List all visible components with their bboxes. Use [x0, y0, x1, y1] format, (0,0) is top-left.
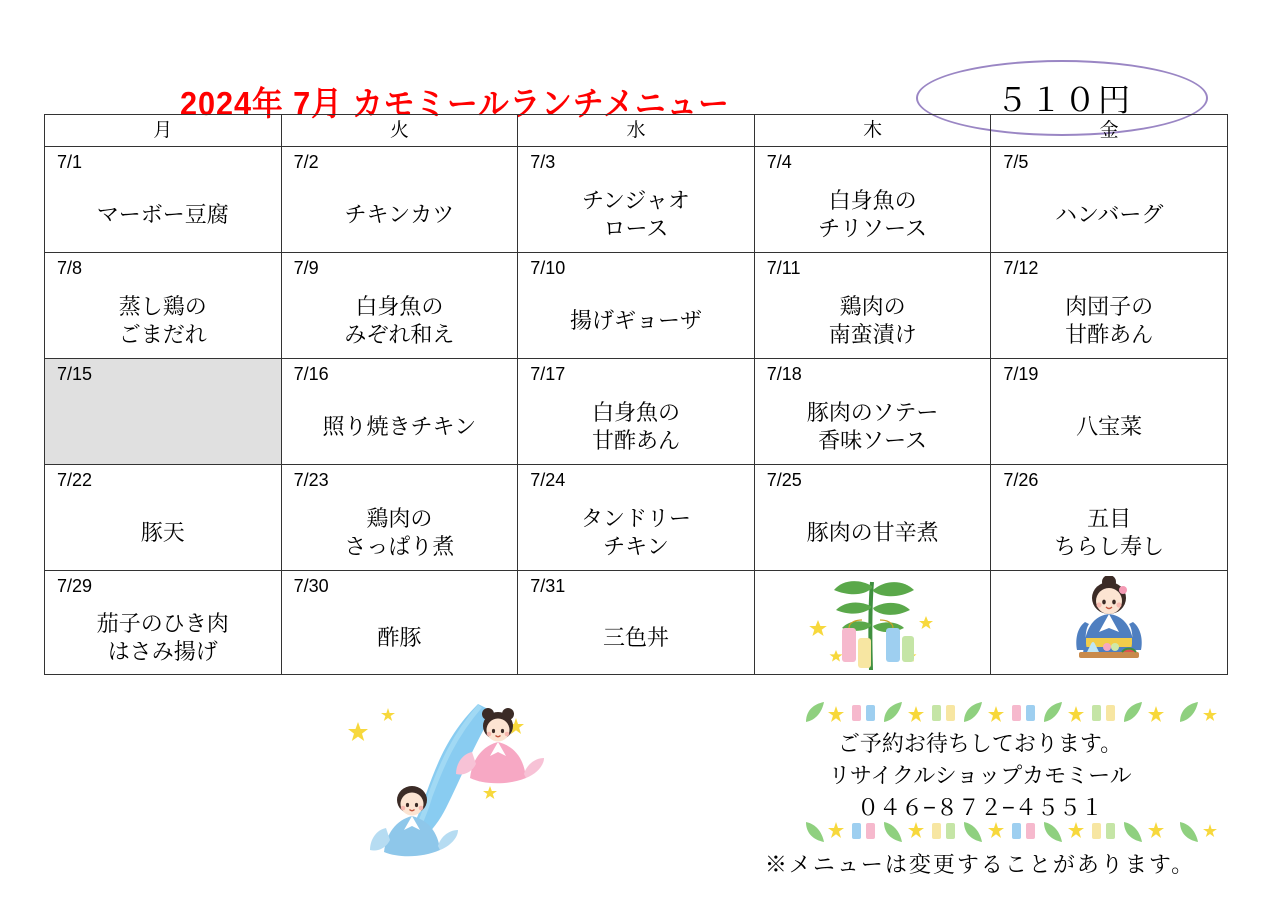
calendar-cell: [45, 253, 282, 359]
shop-contact-block: [700, 728, 1260, 824]
menu-line: さっぱり煮: [344, 533, 455, 559]
yukata-girl-icon: [991, 577, 1227, 670]
calendar-header-row: [45, 115, 1228, 147]
menu-line: ロース: [603, 215, 669, 241]
shop-name-line: リサイクルショップカモミール: [828, 762, 1132, 788]
cell-date: 7/5: [1003, 152, 1029, 172]
menu-line: チリソース: [818, 215, 928, 241]
menu-line: はさみ揚げ: [107, 638, 218, 664]
cell-menu: [518, 287, 754, 354]
menu-line: 南蛮漬け: [828, 321, 917, 347]
menu-line: タンドリー: [580, 506, 691, 531]
page-title: 2024年 7月 カモミールランチメニュー: [180, 85, 730, 122]
menu-line: 照り焼きチキン: [322, 413, 477, 439]
cell-date: 7/23: [293, 470, 329, 490]
cell-date: 7/25: [766, 470, 802, 490]
cell-menu: [282, 181, 518, 248]
cell-date: 7/17: [530, 364, 566, 384]
cell-date: 7/8: [57, 258, 83, 278]
calendar-row: [45, 465, 1228, 571]
cell-menu: [282, 393, 518, 460]
cell-date: 7/11: [766, 258, 801, 278]
menu-line: 甘酢あん: [1065, 321, 1154, 347]
menu-line: 揚げギョーザ: [569, 307, 702, 333]
menu-line: 鶏肉の: [839, 294, 906, 319]
page-header: [0, 34, 1280, 122]
calendar-cell: [281, 147, 518, 253]
cell-menu: [282, 287, 518, 354]
calendar-cell: [45, 147, 282, 253]
calendar-cell: [991, 147, 1228, 253]
cell-menu: [45, 181, 281, 248]
calendar-cell: [281, 571, 518, 675]
cell-menu: [45, 499, 281, 566]
menu-line: 五目: [1087, 506, 1132, 531]
cell-date: 7/26: [1003, 470, 1039, 490]
calendar-cell: [991, 253, 1228, 359]
menu-line: 白身魚の: [591, 400, 680, 425]
calendar-cell: [754, 147, 991, 253]
cell-menu: [518, 181, 754, 248]
menu-line: 甘酢あん: [591, 427, 680, 453]
cell-date: 7/22: [57, 470, 93, 490]
decor-band-bottom: [800, 818, 1220, 844]
cell-menu: [991, 287, 1227, 354]
menu-line: チキンカツ: [344, 201, 455, 227]
cell-menu: [991, 393, 1227, 460]
cell-date: 7/30: [293, 576, 329, 596]
menu-line: 白身魚の: [828, 188, 917, 213]
cell-menu: [518, 499, 754, 566]
calendar-row: [45, 359, 1228, 465]
calendar-cell: [518, 465, 755, 571]
cell-date: 7/18: [766, 364, 802, 384]
calendar-cell-illustration: [754, 571, 991, 675]
cell-menu: [755, 499, 991, 566]
cell-menu: [755, 393, 991, 460]
calendar-row: [45, 571, 1228, 675]
menu-line: ハンバーグ: [1054, 201, 1164, 227]
weekday-header-fri: 金: [991, 115, 1228, 147]
weekday-header-tue: 火: [281, 115, 518, 147]
menu-line: 肉団子の: [1065, 294, 1154, 319]
calendar-cell: [281, 465, 518, 571]
calendar-cell-holiday: [45, 359, 282, 465]
calendar-row: [45, 147, 1228, 253]
menu-line: 鶏肉の: [366, 506, 433, 531]
calendar-cell: [281, 253, 518, 359]
cell-menu: [282, 499, 518, 566]
menu-line: 豚肉の甘辛煮: [806, 519, 939, 545]
cell-date: 7/19: [1003, 364, 1039, 384]
calendar-cell: [281, 359, 518, 465]
cell-menu: [45, 605, 281, 670]
decor-band-top: [800, 700, 1220, 726]
cell-date: 7/29: [57, 576, 93, 596]
menu-line: 八宝菜: [1076, 413, 1143, 439]
weekday-header-mon: 月: [45, 115, 282, 147]
cell-date: 7/24: [530, 470, 566, 490]
weekday-header-thu: 木: [754, 115, 991, 147]
price-label: ５１０円: [995, 82, 1132, 118]
phone-number-line: ０４６−８７２−４５５１: [857, 794, 1103, 820]
cell-date: 7/9: [293, 258, 319, 278]
menu-line: 三色丼: [602, 624, 669, 650]
cell-date: 7/3: [530, 152, 556, 172]
cell-date: 7/1: [57, 152, 83, 172]
cell-date: 7/15: [57, 364, 93, 384]
menu-line: チキン: [603, 533, 669, 559]
calendar-cell: [754, 359, 991, 465]
menu-line: マーボー豆腐: [96, 201, 229, 227]
cell-menu: [45, 287, 281, 354]
menu-line: 豚肉のソテー: [806, 400, 939, 425]
calendar-cell: [991, 465, 1228, 571]
menu-line: 豚天: [140, 519, 185, 545]
cell-date: 7/2: [293, 152, 319, 172]
weekday-header-wed: 水: [518, 115, 755, 147]
calendar-cell: [45, 465, 282, 571]
menu-line: 蒸し鶏の: [118, 294, 207, 319]
menu-change-note: ※メニューは変更することがあります。: [764, 852, 1196, 877]
menu-calendar: [44, 114, 1228, 675]
tanabata-hikoboshi-orihime-icon: [330, 690, 560, 865]
menu-line: ちらし寿し: [1054, 533, 1165, 559]
calendar-row: [45, 253, 1228, 359]
cell-date: 7/4: [766, 152, 792, 172]
cell-menu: [991, 181, 1227, 248]
tanabata-bamboo-icon: [755, 577, 991, 670]
calendar-cell: [754, 253, 991, 359]
cell-menu: [518, 605, 754, 670]
cell-menu: [991, 499, 1227, 566]
cell-date: 7/10: [530, 258, 566, 278]
cell-menu: [755, 287, 991, 354]
cell-menu: [518, 393, 754, 460]
cell-menu: [282, 605, 518, 670]
cell-date: 7/12: [1003, 258, 1039, 278]
calendar-cell: [754, 465, 991, 571]
calendar-cell: [991, 359, 1228, 465]
calendar-cell: [518, 571, 755, 675]
cell-menu: [755, 181, 991, 248]
cell-date: 7/31: [530, 576, 566, 596]
calendar-cell: [518, 147, 755, 253]
menu-line: チンジャオ: [582, 188, 690, 213]
calendar-cell-illustration: [991, 571, 1228, 675]
menu-line: 香味ソース: [818, 427, 928, 453]
menu-line: 酢豚: [377, 624, 422, 650]
menu-line: ごまだれ: [118, 321, 207, 347]
calendar-cell: [45, 571, 282, 675]
calendar-cell: [518, 253, 755, 359]
menu-line: 白身魚の: [355, 294, 444, 319]
reservation-line: ご予約お待ちしております。: [837, 731, 1123, 756]
menu-line: 茄子のひき肉: [96, 611, 229, 636]
calendar-cell: [518, 359, 755, 465]
menu-line: みぞれ和え: [344, 321, 455, 347]
cell-date: 7/16: [293, 364, 329, 384]
